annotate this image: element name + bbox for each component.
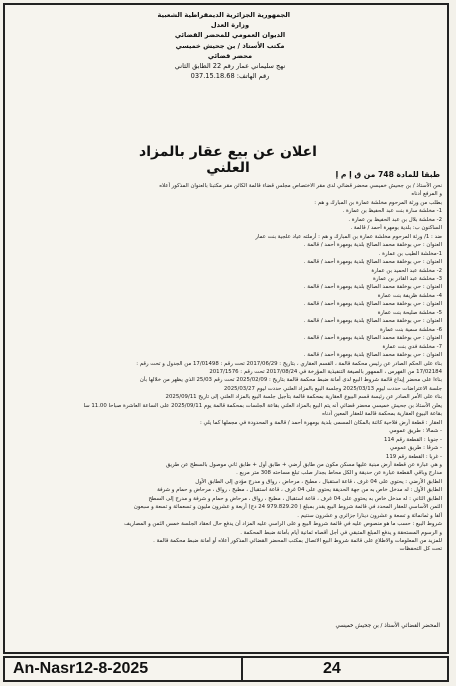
footer-divider (241, 658, 243, 680)
header-line: مكتب الأستاذ / بن جحيش خميسي (175, 41, 285, 50)
body-line: - غربا : القطعة رقم 119 (385, 453, 442, 460)
page-footer (3, 656, 449, 682)
signature-label: المحضر القضائي الأستاذ / بن جحيش خميسي (335, 623, 440, 629)
header-line: رقم الهاتف: 037.15.18.68 (190, 72, 270, 81)
body-line: العنوان : حي بوخلفة محمد الصالح بلدية بومهرة أحمد / قالمة . (303, 259, 442, 266)
notice-body (10, 182, 442, 554)
body-line: الثمن الأساسي للعقار المحدد في قائمة شروط البيع يقدر بمبلغ ( 979.829.20 24 دج) أربعة و عشرون مليون و تسعمائة و تسعة و سبعون (133, 504, 442, 511)
body-line: العنوان : حي بوخلفة محمد الصالح بلدية بومهرة أحمد / قالمة . (303, 318, 442, 325)
notice-subtitle: طبقا للمادة 748 من ق إ م إ (335, 170, 440, 179)
body-line: ضد : 1/ ورثة المرحوم مخلشة عمارة بن المبارك و هم : أرملته عياد علجية بنت عمار (255, 233, 442, 240)
header-line: نهج سليماني عمار رقم 22 الطابق الثاني (174, 62, 286, 71)
body-line: 2- مخلشة بلال بن عبد الحفيظ بن عمارة . (348, 216, 442, 223)
body-line: نحن الأستاذ / بن جحيش خميسي محضر قضائي لدى مقر الاختصاص مجلس قضاء قالمة الكائن مقر مكتبنا بالعنوان المذكور أعلاه (159, 183, 442, 189)
body-line: بناء على الأمر الصادر عن رئيسة قسم البيوع العقارية بمحكمة قالمة بتأجيل جلسة البيع بالمزاد العلني إلى تاريخ 2025/09/11 (165, 394, 442, 401)
body-line: العقار : قطعة أرض فلاحية كائنة بالمكان المسمى بلدية بومهرة أحمد / قالمة و المحدودة في مجملها كما يلي : (199, 419, 442, 426)
publication-date: An-Nasr12-8-2025 (13, 660, 149, 677)
body-line: 5- مخلشة صليحة بنت عمارة (377, 309, 442, 316)
body-line: و هي عبارة عن قطعة أرض مبنية عليها مسكن مكون من طابق أرضي + طابق أول + طابق ثاني موصول بالسطح عن طريق (166, 461, 442, 468)
body-line: العنوان : حي بوخلفة محمد الصالح بلدية بومهرة أحمد / قالمة . (303, 352, 442, 359)
body-line: - جنوبا : القطعة رقم 114 (383, 436, 442, 443)
body-line: جلسة الاعتراضات حددت ليوم 2025/03/13 وجلسة البيع بالمزاد العلني حددت ليوم 2025/03/27 (223, 385, 442, 392)
page-number: 24 (323, 660, 341, 677)
body-line: 4- مخلشة ظريفة بنت عمارة (377, 292, 442, 299)
body-line: تحت كل التحفظات (399, 546, 442, 553)
body-line: الطابق الأرضي : يحتوي على 04 غرف ، قاعة استقبال ، مطبخ ، مرحاض ، رواق و مدرج مؤدي إلى الطابق الأول (195, 478, 442, 485)
body-line: العنوان : حي بوخلفة محمد الصالح بلدية بومهرة أحمد / قالمة . (303, 242, 442, 249)
body-line: 1-مخلشة الطيب بن عمارة . (378, 250, 442, 257)
header-line: الجمهورية الجزائرية الديمقراطية الشعبية (157, 11, 290, 19)
body-line: الطابق الثاني : له مدخل خاص به يحتوي على 04 غرف ، قاعة استقبال ، مطبخ ، رواق ، مرحاض و حمام و شرفة و مدرج إلى السطح (148, 495, 442, 502)
body-line: و الرسوم المستحقة و يدفع المبلغ المتبقي في أجل أقصاه ثمانية أيام بأمانة ضبط المحكمة . (240, 529, 442, 536)
body-line: 6- مخلشة سمية بنت عمارة (379, 326, 442, 333)
signature-block (300, 622, 440, 631)
notice-header (157, 10, 290, 81)
body-line: بناءا على محضر إيداع قائمة شروط البيع لدى أمانة ضبط محكمة قالمة بتاريخ : 2025/02/09 تحت رقم 25/03 الذي يظهر من خلالها بأن (139, 377, 442, 384)
header-line: محضر قضائي (207, 51, 253, 60)
body-line: يعلن الأستاذ بن جحيش خميسي محضر قضائي أنه يتم البيع بالمزاد العلني بقاعة الجلسات بمحكمة قالمة يوم 2025/09/11 على الساعة العاشرة صباحا 11.00 سا (83, 402, 442, 409)
body-line: للمزيد من المعلومات والاطلاع على قائمة شروط البيع الاتصال بمكتب المحضر القضائي المذكور أعلاه أو أمانة ضبط محكمة قالمة . (153, 538, 442, 545)
body-line: 7- مخلشة فدي بنت عمارة (382, 343, 442, 350)
body-line: 2- مخلشة عبد الحميد بن عمارة (371, 267, 442, 274)
body-line: بقاعة البيوع العقارية بمحكمة قالمة للعقار المعين أدناه (322, 411, 442, 418)
body-line: العنوان : حي بوخلفة محمد الصالح بلدية بومهرة أحمد / قالمة . (303, 284, 442, 291)
body-line: و المرفع أدناه (411, 191, 442, 198)
body-line: ألفا و ثمانمائة و تسعة و عشرون دينارا جزائري و عشرون سنتيم . (297, 512, 442, 519)
header-line: وزارة العدل (210, 21, 250, 30)
body-line: شروط البيع : حسب ما هو منصوص عليه في قائمة شروط البيع و على الراسي عليه المزاد أن يدفع حال انعقاد الجلسة خمس الثمن و المصاريف (124, 521, 442, 528)
body-line: العنوان : حي بوخلفة محمد الصالح بلدية بومهرة أحمد / قالمة . (303, 301, 442, 308)
body-line: - شمالا : طريق عمومي (389, 428, 442, 435)
body-line: 3- مخلشة عبد القادر بن عمارة (373, 275, 442, 282)
body-line: مدارج وباقي القطعة عبارة عن حديقة و الكل محاط بجدار صلب تبلغ مساحته 308 متر مربع . (236, 470, 442, 477)
body-line: 17/02184 من الفهرس ، الممهور بالصيغة التنفيذية المؤرخة في 2017/08/24 تحت رقم : 2017/1576 (209, 368, 442, 375)
body-line: العنوان : حي بوخلفة محمد الصالح بلدية بومهرة أحمد / قالمة . (303, 335, 442, 342)
body-line: الطابق الأول : له مدخل خاص به من جهة الحديقة يحتوي على 04 غرف ، قاعة استقبال ، مطبخ ، رواق ، مرحاض و حمام و شرفة (157, 487, 442, 494)
header-line: الديوان العمومي للمحضر القضائي (174, 31, 286, 40)
notice-title: اعلان عن بيع عقار بالمزاد العلني (139, 144, 317, 176)
body-line: بطلب من ورثة المرحوم مخلشة عمارة بن المبارك و هم : (314, 199, 442, 206)
body-line: الساكنون ب: بلدية بومهرة أحمد / قالمة . (350, 225, 442, 232)
body-line: 1- مخلشة سارة بنت عبد الحفيظ بن عمارة . (342, 208, 442, 215)
body-line: - شرقا : طريق عمومي (389, 445, 442, 452)
body-line: بناء على الحكم الصادر عن رئيس محكمة قالمة ، القسم العقاري ، بتاريخ : 2017/06/29 تحت رقم : 17/01498 من الجدول و تحت رقم : (136, 360, 442, 367)
